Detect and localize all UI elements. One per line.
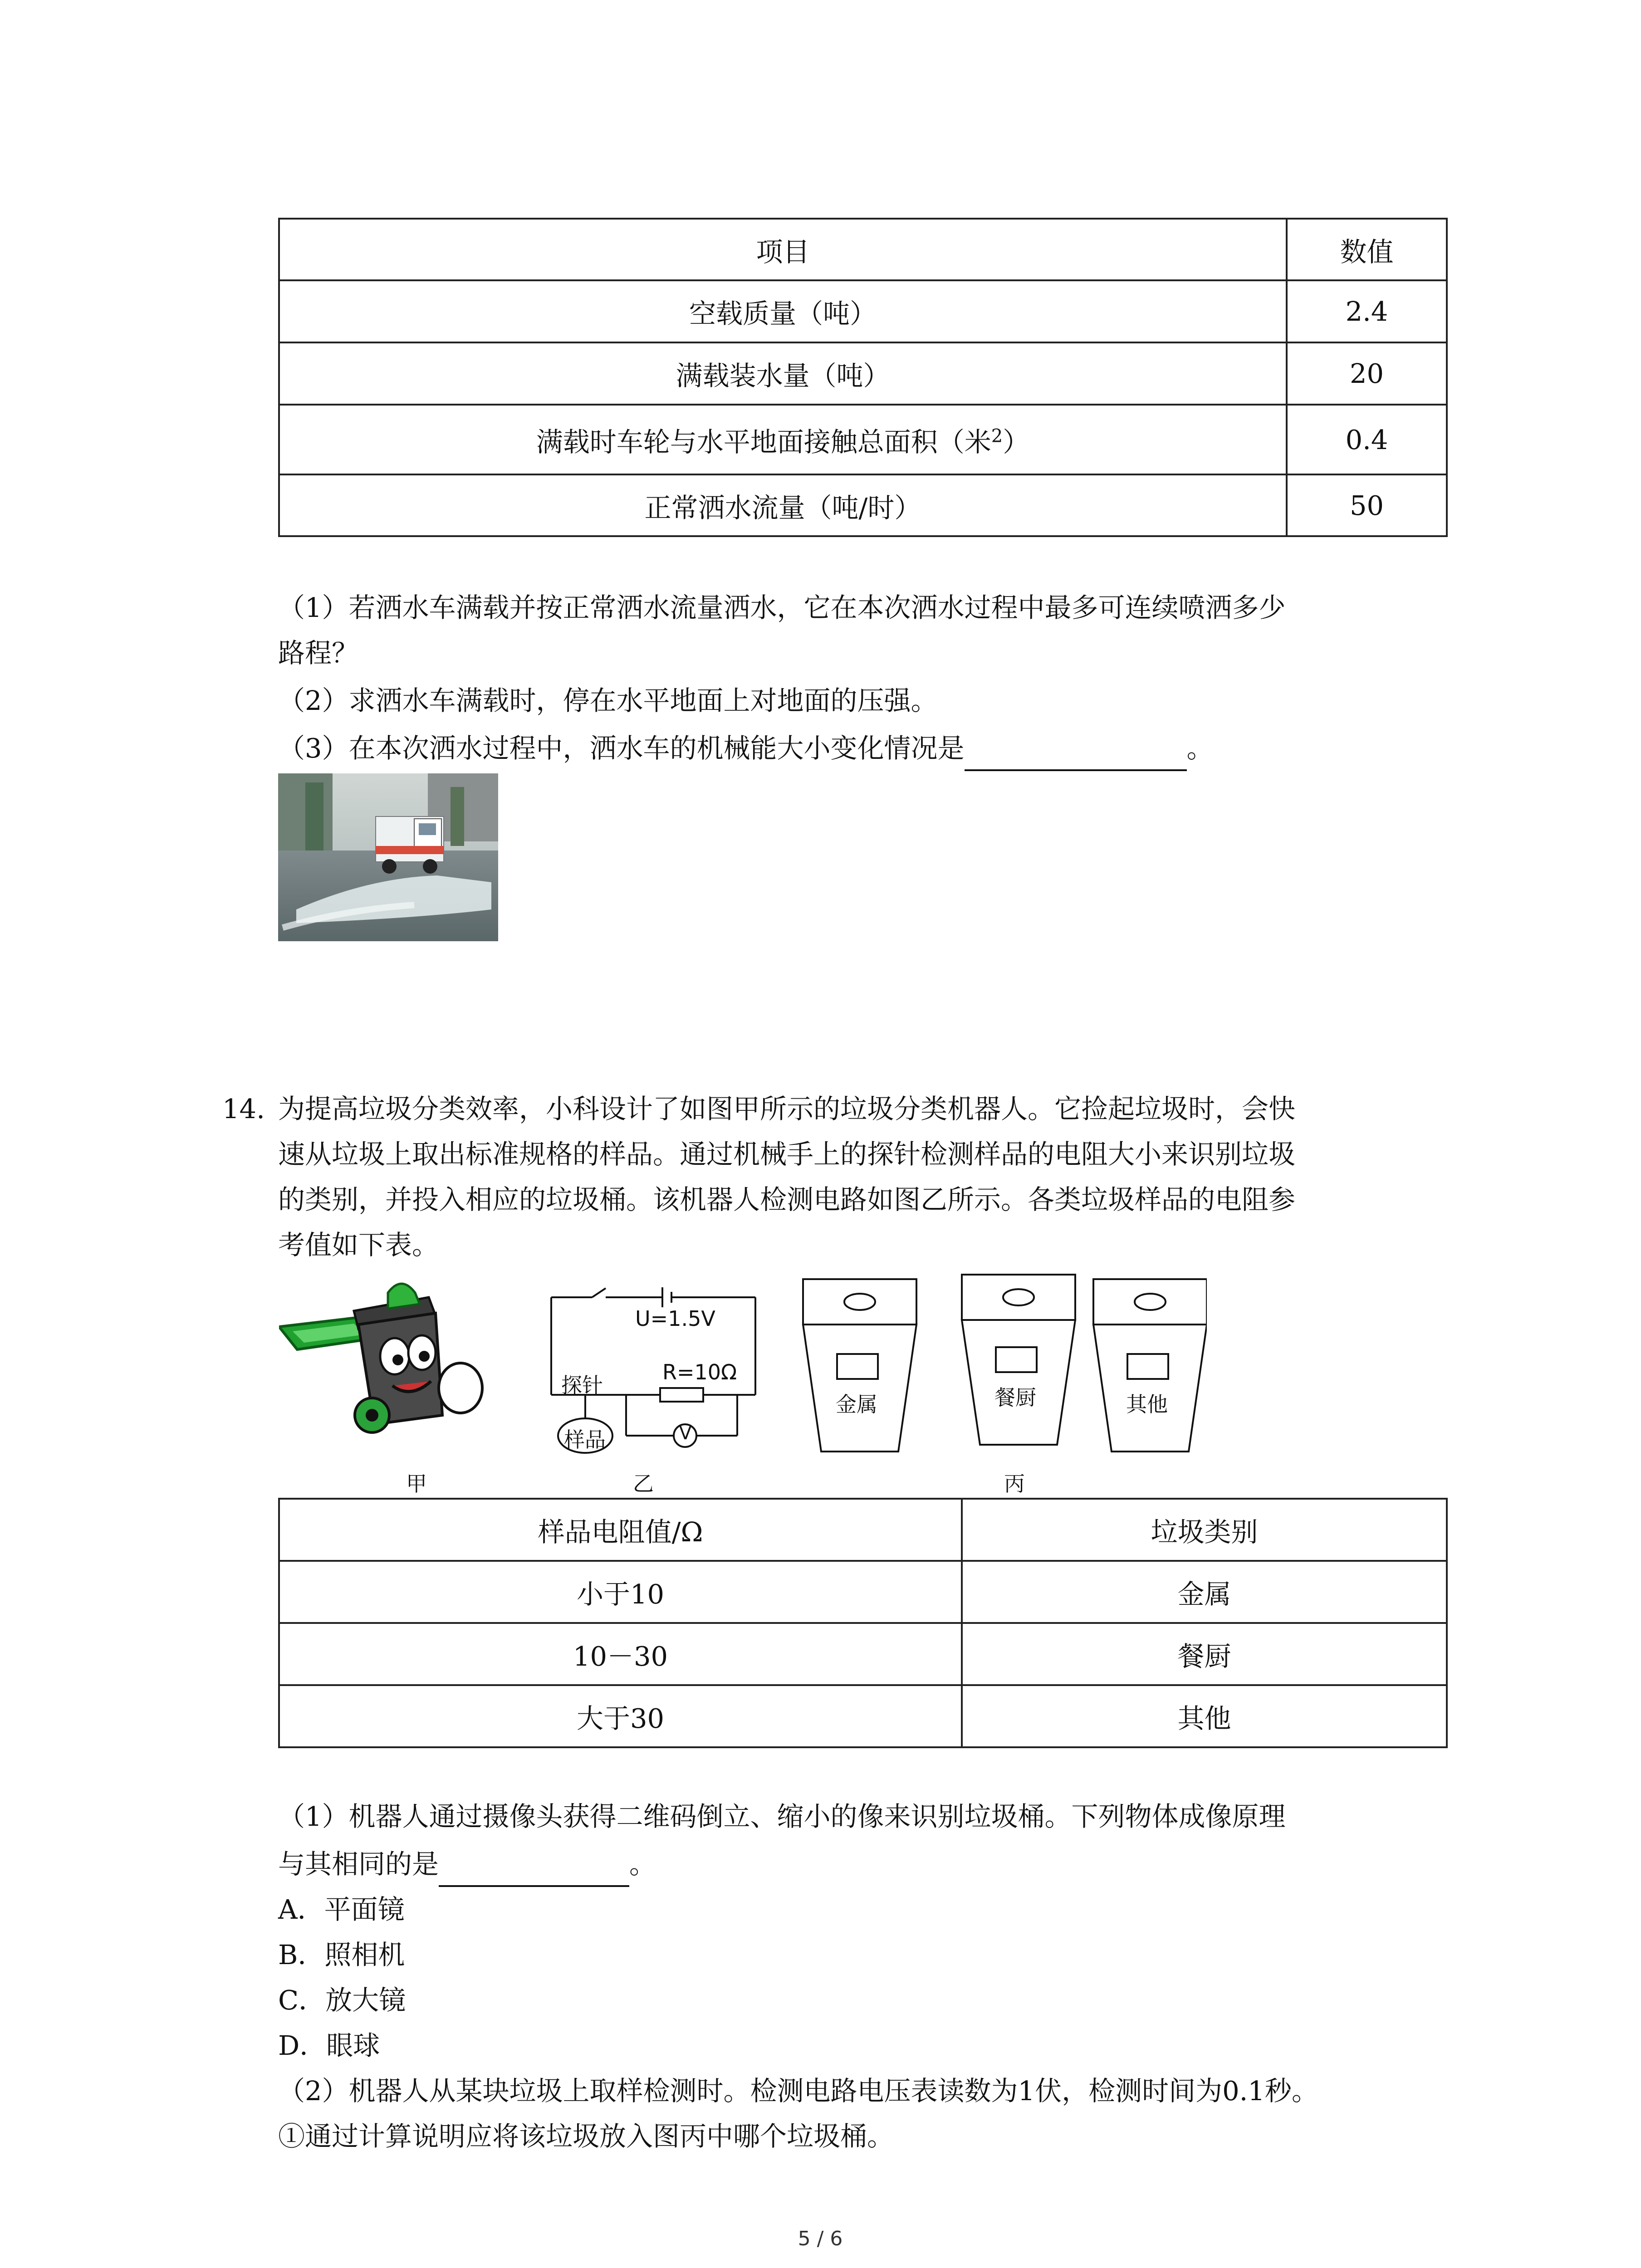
table-cell: 0.4 bbox=[1287, 405, 1447, 474]
table-cell: 空载质量（吨） bbox=[279, 280, 1287, 342]
area-label: 满载时车轮与水平地面接触总面积（米 bbox=[536, 426, 991, 458]
option-c: C．放大镜 bbox=[278, 1984, 406, 2016]
q14-number: 14. bbox=[222, 1093, 265, 1124]
table-cell: 2.4 bbox=[1287, 280, 1447, 342]
area-label-close: ） bbox=[1003, 426, 1030, 458]
q14-sub1-text: 与其相同的是 bbox=[278, 1848, 439, 1880]
truck-parameter-table bbox=[278, 218, 1448, 537]
table-cell: 小于10 bbox=[279, 1561, 962, 1623]
q13-sub1-line1: （1）若洒水车满载并按正常洒水流量洒水，它在本次洒水过程中最多可连续喷洒多少 bbox=[278, 592, 1286, 623]
table-cell: 20 bbox=[1287, 342, 1447, 405]
figure-label-yi: 乙 bbox=[633, 1471, 654, 1496]
table-cell: 大于30 bbox=[279, 1685, 962, 1747]
q13-sub2: （2）求洒水车满载时，停在水平地面上对地面的压强。 bbox=[278, 685, 938, 716]
answer-blank bbox=[439, 1855, 629, 1887]
q14-sub2: （2）机器人从某块垃圾上取样检测时。检测电路电压表读数为1伏，检测时间为0.1秒。 bbox=[278, 2075, 1318, 2107]
table-cell: 10－30 bbox=[279, 1623, 962, 1685]
bin-label-metal: 金属 bbox=[836, 1392, 877, 1417]
sprinkler-truck-photo bbox=[278, 773, 498, 941]
table-header-item: 项目 bbox=[279, 219, 1287, 280]
figure-label-bing: 丙 bbox=[1004, 1471, 1025, 1496]
option-d: D．眼球 bbox=[278, 2030, 380, 2061]
superscript-2: 2 bbox=[991, 425, 1003, 446]
table-cell: 正常洒水流量（吨/时） bbox=[279, 474, 1287, 536]
q14-sub1-line1: （1）机器人通过摄像头获得二维码倒立、缩小的像来识别垃圾桶。下列物体成像原理 bbox=[278, 1801, 1286, 1832]
resistance-category-table bbox=[278, 1498, 1448, 1748]
circuit-resistor-label: R=10Ω bbox=[662, 1360, 737, 1384]
table-cell: 金属 bbox=[962, 1561, 1447, 1623]
bin-label-other: 其他 bbox=[1126, 1392, 1168, 1417]
page-number: 5 / 6 bbox=[798, 2227, 843, 2250]
q14-sub2-question1: ①通过计算说明应将该垃圾放入图丙中哪个垃圾桶。 bbox=[278, 2121, 894, 2152]
trash-bins-figure bbox=[798, 1270, 1207, 1461]
table-cell-area bbox=[279, 405, 1287, 474]
q13-sub1-line2: 路程？ bbox=[278, 637, 359, 669]
table-cell: 满载装水量（吨） bbox=[279, 342, 1287, 405]
circuit-probe-label: 探针 bbox=[561, 1373, 603, 1398]
circuit-sample-label: 样品 bbox=[564, 1427, 606, 1452]
voltmeter-label: V bbox=[679, 1423, 692, 1444]
table-header-category: 垃圾类别 bbox=[962, 1499, 1447, 1561]
q14-sub1-end: 。 bbox=[629, 1848, 656, 1880]
q14-stem-line2: 速从垃圾上取出标准规格的样品。通过机械手上的探针检测样品的电阻大小来识别垃圾 bbox=[278, 1139, 1296, 1170]
q14-stem-line1: 为提高垃圾分类效率，小科设计了如图甲所示的垃圾分类机器人。它捡起垃圾时，会快 bbox=[278, 1093, 1296, 1124]
detection-circuit-figure bbox=[538, 1275, 764, 1456]
circuit-voltage-label: U=1.5V bbox=[635, 1306, 715, 1331]
q13-sub3 bbox=[278, 726, 1214, 771]
table-header-value: 数值 bbox=[1287, 219, 1447, 280]
answer-blank bbox=[965, 739, 1187, 771]
table-cell: 其他 bbox=[962, 1685, 1447, 1747]
robot-trash-bin-figure bbox=[279, 1279, 506, 1442]
q13-sub3-end: 。 bbox=[1186, 733, 1214, 764]
q13-sub3-text: （3）在本次洒水过程中，洒水车的机械能大小变化情况是 bbox=[278, 733, 965, 764]
q14-stem-line4: 考值如下表。 bbox=[278, 1229, 439, 1261]
figure-label-jia: 甲 bbox=[406, 1471, 427, 1496]
table-cell: 餐厨 bbox=[962, 1623, 1447, 1685]
table-cell: 50 bbox=[1287, 474, 1447, 536]
q14-sub1-line2 bbox=[278, 1842, 656, 1887]
option-a: A．平面镜 bbox=[278, 1894, 405, 1925]
bin-label-kitchen: 餐厨 bbox=[994, 1385, 1036, 1410]
q14-stem-line3: 的类别，并投入相应的垃圾桶。该机器人检测电路如图乙所示。各类垃圾样品的电阻参 bbox=[278, 1184, 1296, 1215]
option-b: B．照相机 bbox=[278, 1939, 405, 1970]
table-header-resistance: 样品电阻值/Ω bbox=[279, 1499, 962, 1561]
